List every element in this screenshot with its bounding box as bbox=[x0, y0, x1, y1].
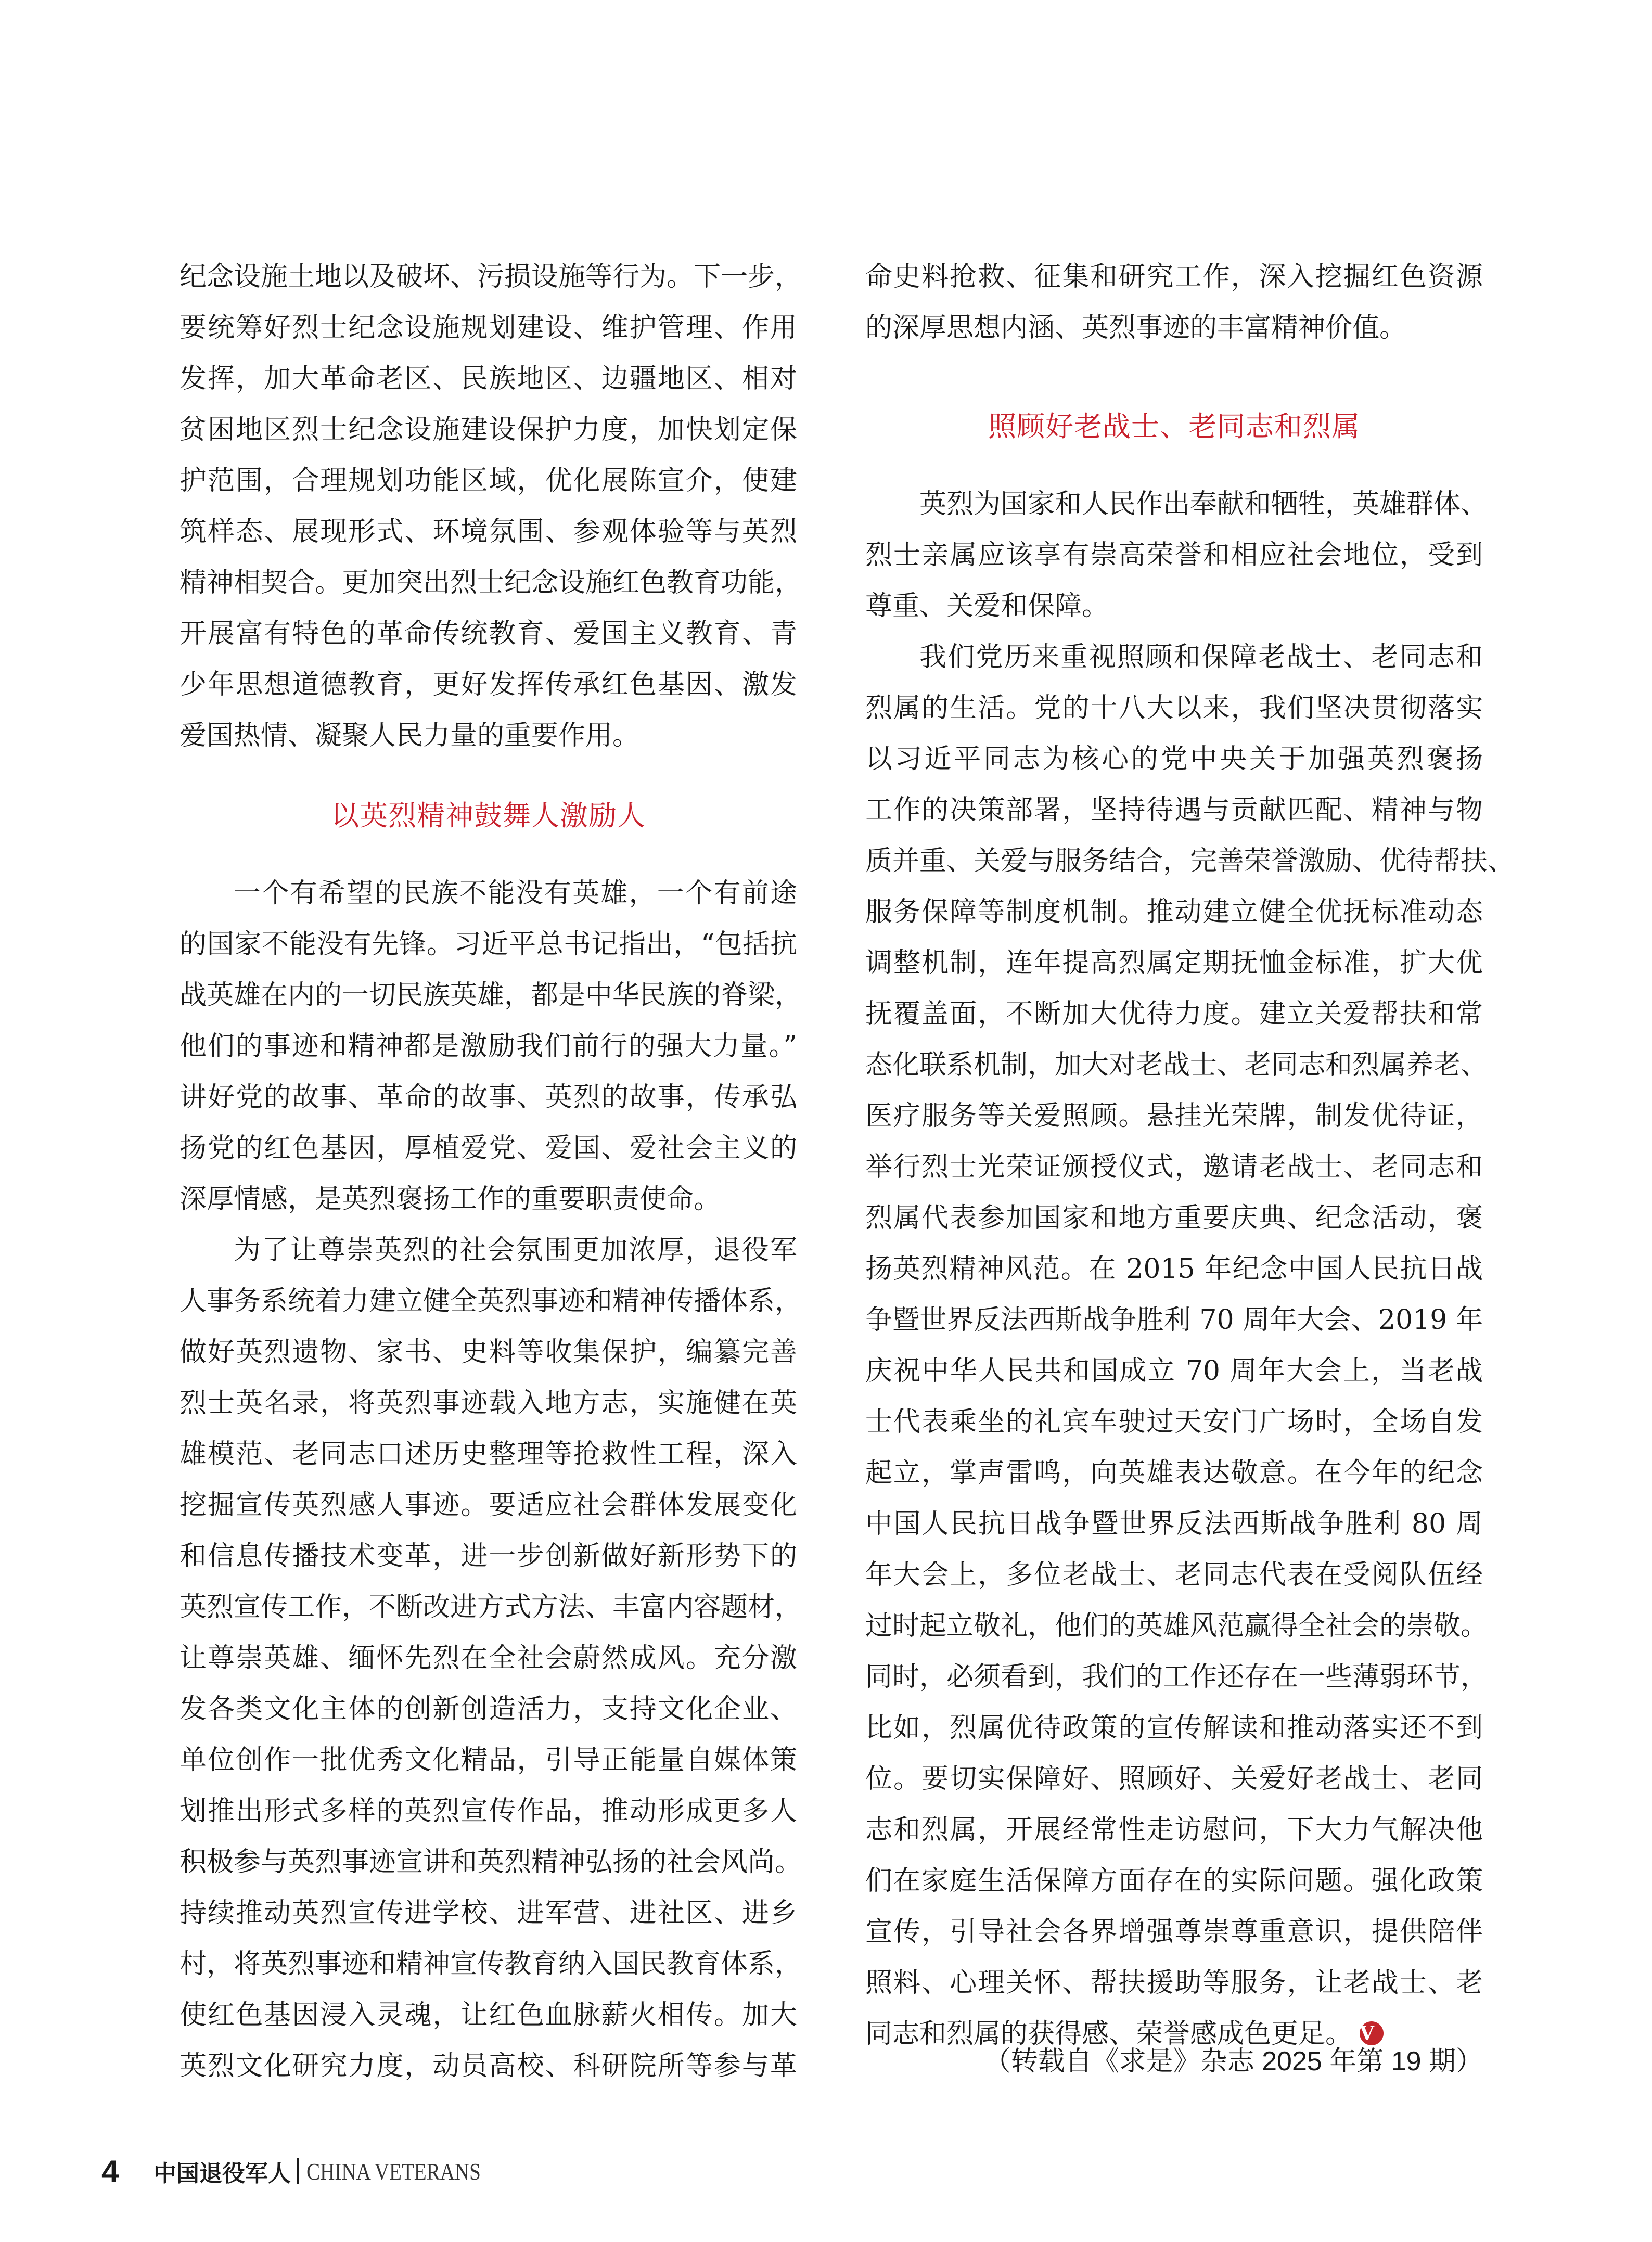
footer-divider bbox=[297, 2158, 299, 2184]
text-line bbox=[865, 1049, 1488, 1100]
text-line bbox=[865, 1916, 1483, 1967]
paragraph-propaganda-system bbox=[180, 1234, 802, 2102]
paragraph-party-care bbox=[865, 641, 1515, 2069]
text-line bbox=[180, 1133, 797, 1184]
text-line-content: 英烈为国家和人民作出奉献和牺牲，英雄群体、 bbox=[919, 488, 1488, 520]
text-line-content: 精神相契合。更加突出烈士纪念设施红色教育功能， bbox=[180, 567, 802, 598]
end-mark-v-icon: V bbox=[1360, 2021, 1384, 2045]
text-line-content: 质并重、关爱与服务结合，完善荣誉激励、优待帮扶、 bbox=[865, 845, 1515, 877]
text-line bbox=[180, 669, 797, 720]
text-line-content: 人事务系统着力建立健全英烈事迹和精神传播体系， bbox=[180, 1285, 802, 1317]
text-line bbox=[865, 693, 1483, 744]
text-line-content: 志和烈属，开展经常性走访慰问，下大力气解决他 bbox=[865, 1814, 1483, 1846]
text-line-content: 宣传，引导社会各界增强尊崇尊重意识，提供陪伴 bbox=[865, 1916, 1483, 1948]
text-line bbox=[865, 845, 1515, 896]
text-line bbox=[180, 1898, 797, 1949]
text-line bbox=[180, 567, 802, 618]
text-line-content: 挖掘宣传英烈感人事迹。要适应社会群体发展变化 bbox=[180, 1489, 797, 1521]
text-line-content: 年大会上，多位老战士、老同志代表在受阅队伍经 bbox=[865, 1559, 1483, 1591]
text-line-content: 发各类文化主体的创新创造活力，支持文化企业、 bbox=[180, 1693, 797, 1725]
text-line bbox=[180, 1694, 797, 1745]
text-line-content: 筑样态、展现形式、环境氛围、参观体验等与英烈 bbox=[180, 516, 797, 547]
paragraph-facilities bbox=[180, 261, 802, 771]
text-line bbox=[180, 1948, 802, 2000]
text-line bbox=[865, 312, 1483, 363]
text-line bbox=[180, 2000, 797, 2051]
text-line bbox=[180, 312, 797, 363]
text-line-content: 起立，掌声雷鸣，向英雄表达敬意。在今年的纪念 bbox=[865, 1457, 1483, 1489]
text-line-content: 英烈宣传工作，不断改进方式方法、丰富内容题材， bbox=[180, 1591, 802, 1623]
text-line-content: 积极参与英烈事迹宣讲和英烈精神弘扬的社会风尚。 bbox=[180, 1846, 802, 1878]
text-line-content: 我们党历来重视照顾和保障老战士、老同志和 bbox=[919, 641, 1483, 673]
text-line-content: 中国人民抗日战争暨世界反法西斯战争胜利 80 周 bbox=[865, 1508, 1483, 1540]
text-line bbox=[180, 1388, 797, 1439]
text-line bbox=[865, 1253, 1483, 1304]
text-line-content: 少年思想道德教育，更好发挥传承红色基因、激发 bbox=[180, 669, 797, 700]
text-line bbox=[180, 2051, 797, 2102]
paragraph-honor-status bbox=[865, 488, 1488, 642]
text-line bbox=[865, 261, 1483, 312]
text-line-content: 护范围，合理规划功能区域，优化展陈宣介，使建 bbox=[180, 465, 797, 496]
text-line-content: 士代表乘坐的礼宾车驶过天安门广场时，全场自发 bbox=[865, 1406, 1483, 1438]
text-line bbox=[180, 1439, 797, 1490]
text-line-content: 同志和烈属的获得感、荣誉感成色更足。 bbox=[865, 2018, 1353, 2049]
paragraph-heroes-nation bbox=[180, 877, 802, 1235]
text-line bbox=[865, 1151, 1483, 1202]
text-line bbox=[180, 1846, 802, 1898]
text-line-content: 单位创作一批优秀文化精品，引导正能量自媒体策 bbox=[180, 1744, 797, 1776]
text-line-content: 深厚情感，是英烈褒扬工作的重要职责使命。 bbox=[180, 1183, 721, 1215]
text-line-content: 比如，烈属优待政策的宣传解读和推动落实还不到 bbox=[865, 1712, 1483, 1744]
text-line bbox=[180, 465, 797, 516]
page-number: 4 bbox=[101, 2154, 119, 2189]
text-line-content: 和信息传播技术变革，进一步创新做好新形势下的 bbox=[180, 1540, 797, 1572]
text-line-content: 们在家庭生活保障方面存在的实际问题。强化政策 bbox=[865, 1865, 1483, 1897]
text-line bbox=[865, 642, 1483, 693]
text-line bbox=[865, 488, 1488, 540]
text-line-content: 划推出形式多样的英烈宣传作品，推动形成更多人 bbox=[180, 1795, 797, 1827]
text-line-content: 尊重、关爱和保障。 bbox=[865, 590, 1109, 622]
text-line bbox=[180, 929, 797, 980]
text-line-content: 让尊崇英雄、缅怀先烈在全社会蔚然成风。充分激 bbox=[180, 1642, 797, 1674]
text-line bbox=[865, 896, 1483, 947]
text-line-content: 英烈文化研究力度，动员高校、科研院所等参与革 bbox=[180, 2050, 797, 2082]
text-line bbox=[180, 618, 797, 669]
text-line-content: 的深厚思想内涵、英烈事迹的丰富精神价值。 bbox=[865, 312, 1407, 343]
text-line-content: 战英雄在内的一切民族英雄，都是中华民族的脊梁， bbox=[180, 979, 802, 1011]
magazine-name-cn: 中国退役军人 bbox=[153, 2160, 291, 2187]
text-line-content: 医疗服务等关爱照顾。悬挂光荣牌，制发优待证， bbox=[865, 1100, 1483, 1132]
text-line-content: 开展富有特色的革命传统教育、爱国主义教育、青 bbox=[180, 618, 797, 649]
text-line-content: 举行烈士光荣证颁授仪式，邀请老战士、老同志和 bbox=[865, 1151, 1483, 1183]
text-line-content: 抚覆盖面，不断加大优待力度。建立关爱帮扶和常 bbox=[865, 998, 1483, 1030]
text-line bbox=[180, 1082, 797, 1133]
text-line-content: 烈属代表参加国家和地方重要庆典、纪念活动，褒 bbox=[865, 1202, 1483, 1234]
text-line bbox=[180, 1591, 802, 1643]
text-line bbox=[180, 1031, 797, 1082]
text-line bbox=[180, 1490, 797, 1541]
text-line-content: 烈士英名录，将英烈事迹载入地方志，实施健在英 bbox=[180, 1387, 797, 1419]
text-line-content: 服务保障等制度机制。推动建立健全优抚标准动态 bbox=[865, 896, 1483, 928]
text-line bbox=[865, 744, 1483, 795]
text-line-content: 爱国热情、凝聚人民力量的重要作用。 bbox=[180, 720, 640, 751]
magazine-name-en: CHINA VETERANS bbox=[306, 2158, 481, 2185]
text-line-content: 他们的事迹和精神都是激励我们前行的强大力量。” bbox=[180, 1030, 797, 1062]
text-line bbox=[865, 1355, 1483, 1406]
text-line-content: 照料、心理关怀、帮扶援助等服务，让老战士、老 bbox=[865, 1967, 1483, 1998]
text-line-content: 以习近平同志为核心的党中央关于加强英烈褒扬 bbox=[865, 743, 1483, 775]
text-line bbox=[180, 414, 797, 465]
text-line bbox=[865, 947, 1483, 998]
text-line-content: 工作的决策部署，坚持待遇与贡献匹配、精神与物 bbox=[865, 794, 1483, 826]
text-line bbox=[865, 1967, 1483, 2018]
paragraph-research-continued bbox=[865, 261, 1483, 363]
section-heading-inspire: 以英烈精神鼓舞人激励人 bbox=[331, 799, 646, 832]
text-line-content: 过时起立敬礼，他们的英雄风范赢得全社会的崇敬。 bbox=[865, 1610, 1488, 1642]
text-line-content: 扬英烈精神风范。在 2015 年纪念中国人民抗日战 bbox=[865, 1253, 1483, 1285]
text-line bbox=[865, 1712, 1483, 1763]
text-line bbox=[180, 720, 797, 771]
text-line bbox=[865, 1457, 1483, 1508]
text-line bbox=[180, 1541, 797, 1592]
left-column bbox=[180, 261, 802, 2102]
text-line-content: 雄模范、老同志口述历史整理等抢救性工程，深入 bbox=[180, 1438, 797, 1470]
text-line bbox=[865, 1763, 1483, 1814]
text-line-content: 村，将英烈事迹和精神宣传教育纳入国民教育体系， bbox=[180, 1948, 802, 1980]
text-line bbox=[180, 1745, 797, 1796]
text-line-content: 持续推动英烈宣传进学校、进军营、进社区、进乡 bbox=[180, 1897, 797, 1929]
text-line-content: 使红色基因浸入灵魂，让红色血脉薪火相传。加大 bbox=[180, 1999, 797, 2031]
text-line-content: 做好英烈遗物、家书、史料等收集保护，编纂完善 bbox=[180, 1336, 797, 1368]
text-line bbox=[180, 1285, 802, 1337]
text-line bbox=[865, 795, 1483, 845]
page-footer bbox=[101, 2153, 511, 2189]
text-line bbox=[180, 979, 802, 1031]
text-line bbox=[865, 1304, 1483, 1355]
text-line-content: 调整机制，连年提高烈属定期抚恤金标准，扩大优 bbox=[865, 947, 1483, 979]
text-line bbox=[865, 1610, 1488, 1661]
section-heading-care-veterans: 照顾好老战士、老同志和烈属 bbox=[988, 410, 1360, 443]
right-column bbox=[865, 261, 1515, 2069]
source-note: （转载自《求是》杂志 2025 年第 19 期） bbox=[983, 2046, 1483, 2077]
text-line bbox=[180, 261, 802, 312]
text-line bbox=[180, 1184, 797, 1235]
text-line-content: 的国家不能没有先锋。习近平总书记指出，“包括抗 bbox=[180, 928, 797, 960]
text-line bbox=[865, 1406, 1483, 1457]
text-line bbox=[180, 878, 797, 929]
text-line-content: 庆祝中华人民共和国成立 70 周年大会上，当老战 bbox=[865, 1355, 1483, 1387]
text-line-content: 讲好党的故事、革命的故事、英烈的故事，传承弘 bbox=[180, 1081, 797, 1113]
text-line bbox=[180, 1337, 797, 1388]
text-line-content: 要统筹好烈士纪念设施规划建设、维护管理、作用 bbox=[180, 312, 797, 343]
text-line bbox=[180, 516, 797, 567]
text-line bbox=[865, 1661, 1488, 1712]
text-line-content: 位。要切实保障好、照顾好、关爱好老战士、老同 bbox=[865, 1763, 1483, 1795]
text-line bbox=[180, 363, 797, 414]
text-line-content: 命史料抢救、征集和研究工作，深入挖掘红色资源 bbox=[865, 261, 1483, 292]
text-line-content: 扬党的红色基因，厚植爱党、爱国、爱社会主义的 bbox=[180, 1132, 797, 1164]
text-line bbox=[180, 1643, 797, 1694]
text-line-content: 态化联系机制，加大对老战士、老同志和烈属养老、 bbox=[865, 1049, 1488, 1081]
text-line bbox=[180, 1235, 797, 1286]
text-line bbox=[865, 540, 1483, 591]
text-line bbox=[865, 1202, 1483, 1253]
text-line bbox=[865, 1814, 1483, 1865]
text-line-content: 同时，必须看到，我们的工作还存在一些薄弱环节， bbox=[865, 1661, 1488, 1693]
text-line bbox=[865, 591, 1483, 642]
text-line-content: 为了让尊崇英烈的社会氛围更加浓厚，退役军 bbox=[234, 1234, 797, 1266]
text-line bbox=[865, 1865, 1483, 1916]
text-line-content: 发挥，加大革命老区、民族地区、边疆地区、相对 bbox=[180, 363, 797, 394]
text-line bbox=[865, 1100, 1483, 1151]
text-line-content: 烈属的生活。党的十八大以来，我们坚决贯彻落实 bbox=[865, 692, 1483, 724]
text-line-content: 一个有希望的民族不能没有英雄，一个有前途 bbox=[234, 877, 797, 909]
text-line bbox=[180, 1796, 797, 1847]
text-line-content: 纪念设施土地以及破坏、污损设施等行为。下一步， bbox=[180, 261, 802, 292]
text-line bbox=[865, 1559, 1483, 1610]
text-line-content: 争暨世界反法西斯战争胜利 70 周年大会、2019 年 bbox=[865, 1304, 1483, 1336]
text-line-content: 贫困地区烈士纪念设施建设保护力度，加快划定保 bbox=[180, 414, 797, 445]
text-line bbox=[865, 1508, 1483, 1559]
text-line-content: 烈士亲属应该享有崇高荣誉和相应社会地位，受到 bbox=[865, 539, 1483, 571]
text-line bbox=[865, 998, 1483, 1049]
